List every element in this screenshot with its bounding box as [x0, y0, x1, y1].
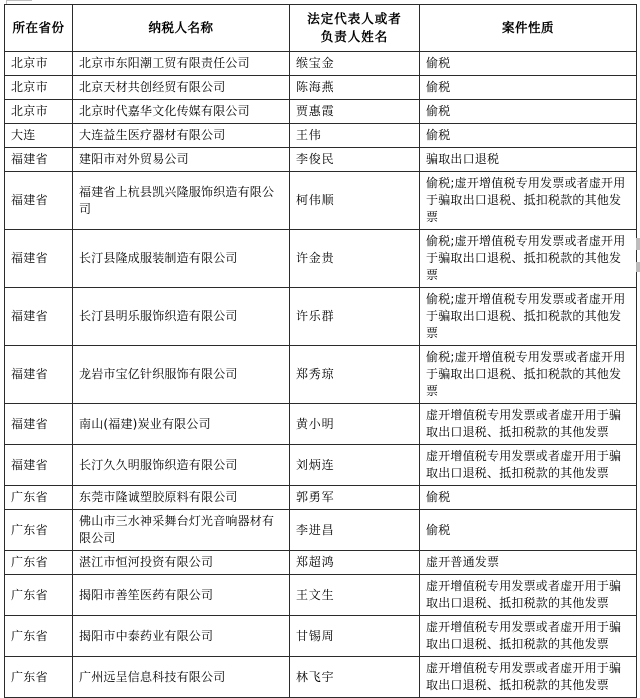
- column-header-representative-line1: 法定代表人或者: [307, 11, 402, 26]
- cell-case-nature: 骗取出口退税: [420, 148, 637, 172]
- cell-case-nature: 偷税;虚开增值税专用发票或者虚开用于骗取出口退税、抵扣税款的其他发票: [420, 230, 637, 288]
- cell-representative: 李进昌: [290, 510, 420, 551]
- cell-province: 福建省: [5, 346, 73, 404]
- table-row: [5, 52, 637, 76]
- cell-case-nature: 虚开增值税专用发票或者虚开用于骗取出口退税、抵扣税款的其他发票: [420, 404, 637, 445]
- table-row: [5, 551, 637, 575]
- scrollbar-artifact: [636, 238, 640, 250]
- table-row: [5, 124, 637, 148]
- cell-case-nature: 偷税;虚开增值税专用发票或者虚开用于骗取出口退税、抵扣税款的其他发票: [420, 172, 637, 230]
- column-header-representative: [290, 5, 420, 52]
- cell-case-nature: 偷税: [420, 510, 637, 551]
- table-row: [5, 230, 637, 288]
- capture-edge-artifact: [6, 0, 7, 4]
- cell-province: 北京市: [5, 100, 73, 124]
- cell-representative: 李俊民: [290, 148, 420, 172]
- cell-taxpayer: 佛山市三水神采舞台灯光音响器材有限公司: [73, 510, 290, 551]
- cell-case-nature: 虚开增值税专用发票或者虚开用于骗取出口退税、抵扣税款的其他发票: [420, 657, 637, 698]
- cell-representative: 柯伟顺: [290, 172, 420, 230]
- cell-taxpayer: 揭阳市中泰药业有限公司: [73, 616, 290, 657]
- cell-case-nature: 偷税;虚开增值税专用发票或者虚开用于骗取出口退税、抵扣税款的其他发票: [420, 346, 637, 404]
- cell-province: 广东省: [5, 551, 73, 575]
- table-row: [5, 657, 637, 698]
- column-header-taxpayer: 纳税人名称: [73, 5, 290, 52]
- cell-case-nature: 偷税: [420, 124, 637, 148]
- column-header-representative-line2: 负责人姓名: [320, 29, 389, 44]
- cell-taxpayer: 北京市东阳潮工贸有限责任公司: [73, 52, 290, 76]
- cell-representative: 林飞宇: [290, 657, 420, 698]
- cell-taxpayer: 长汀县隆成服装制造有限公司: [73, 230, 290, 288]
- cell-representative: 许乐群: [290, 288, 420, 346]
- cell-taxpayer: 长汀县明乐服饰织造有限公司: [73, 288, 290, 346]
- cell-case-nature: 虚开增值税专用发票或者虚开用于骗取出口退税、抵扣税款的其他发票: [420, 575, 637, 616]
- table-row: [5, 148, 637, 172]
- cell-province: 大连: [5, 124, 73, 148]
- cell-representative: 郑秀琼: [290, 346, 420, 404]
- cell-province: 广东省: [5, 616, 73, 657]
- table-row: [5, 172, 637, 230]
- table-row: [5, 100, 637, 124]
- cell-representative: 黄小明: [290, 404, 420, 445]
- table-header: [5, 5, 637, 52]
- scrollbar-artifact: [636, 262, 640, 272]
- cell-representative: 缑宝金: [290, 52, 420, 76]
- table-row: [5, 575, 637, 616]
- header-row: [5, 5, 637, 52]
- cell-taxpayer: 长汀久久明服饰织造有限公司: [73, 445, 290, 486]
- cell-province: 北京市: [5, 52, 73, 76]
- cell-province: 福建省: [5, 404, 73, 445]
- cell-case-nature: 偷税;虚开增值税专用发票或者虚开用于骗取出口退税、抵扣税款的其他发票: [420, 288, 637, 346]
- cell-province: 福建省: [5, 288, 73, 346]
- table-row: [5, 616, 637, 657]
- cell-taxpayer: 湛江市恒河投资有限公司: [73, 551, 290, 575]
- tax-violation-case-table: [4, 4, 637, 698]
- cell-province: 广东省: [5, 510, 73, 551]
- table-row: [5, 486, 637, 510]
- cell-case-nature: 虚开增值税专用发票或者虚开用于骗取出口退税、抵扣税款的其他发票: [420, 616, 637, 657]
- cell-representative: 陈海燕: [290, 76, 420, 100]
- cell-province: 福建省: [5, 148, 73, 172]
- cell-province: 福建省: [5, 172, 73, 230]
- cell-province: 福建省: [5, 445, 73, 486]
- cell-taxpayer: 北京时代嘉华文化传媒有限公司: [73, 100, 290, 124]
- cell-taxpayer: 南山(福建)炭业有限公司: [73, 404, 290, 445]
- capture-edge-artifact: [6, 0, 32, 1]
- cell-taxpayer: 福建省上杭县凯兴隆服饰织造有限公司: [73, 172, 290, 230]
- cell-representative: 甘锡周: [290, 616, 420, 657]
- table-row: [5, 288, 637, 346]
- table-row: [5, 76, 637, 100]
- table-row: [5, 404, 637, 445]
- cell-taxpayer: 北京天材共创经贸有限公司: [73, 76, 290, 100]
- cell-province: 北京市: [5, 76, 73, 100]
- cell-province: 广东省: [5, 657, 73, 698]
- table-row: [5, 346, 637, 404]
- cell-representative: 贾惠霞: [290, 100, 420, 124]
- cell-taxpayer: 建阳市对外贸易公司: [73, 148, 290, 172]
- cell-case-nature: 偷税: [420, 76, 637, 100]
- cell-representative: 王伟: [290, 124, 420, 148]
- cell-taxpayer: 揭阳市善笙医药有限公司: [73, 575, 290, 616]
- cell-taxpayer: 广州远呈信息科技有限公司: [73, 657, 290, 698]
- cell-case-nature: 虚开普通发票: [420, 551, 637, 575]
- table-body: [5, 52, 637, 698]
- cell-representative: 刘炳连: [290, 445, 420, 486]
- cell-province: 广东省: [5, 486, 73, 510]
- cell-case-nature: 虚开增值税专用发票或者虚开用于骗取出口退税、抵扣税款的其他发票: [420, 445, 637, 486]
- column-header-province: 所在省份: [5, 5, 73, 52]
- cell-case-nature: 偷税: [420, 486, 637, 510]
- cell-representative: 郭勇军: [290, 486, 420, 510]
- cell-representative: 郑超鸿: [290, 551, 420, 575]
- cell-case-nature: 偷税: [420, 100, 637, 124]
- table-row: [5, 510, 637, 551]
- cell-taxpayer: 东莞市隆诚塑胶原料有限公司: [73, 486, 290, 510]
- cell-province: 广东省: [5, 575, 73, 616]
- table-row: [5, 445, 637, 486]
- cell-representative: 王文生: [290, 575, 420, 616]
- cell-taxpayer: 大连益生医疗器材有限公司: [73, 124, 290, 148]
- cell-case-nature: 偷税: [420, 52, 637, 76]
- cell-representative: 许金贵: [290, 230, 420, 288]
- column-header-case-nature: 案件性质: [420, 5, 637, 52]
- cell-province: 福建省: [5, 230, 73, 288]
- cell-taxpayer: 龙岩市宝亿针织服饰有限公司: [73, 346, 290, 404]
